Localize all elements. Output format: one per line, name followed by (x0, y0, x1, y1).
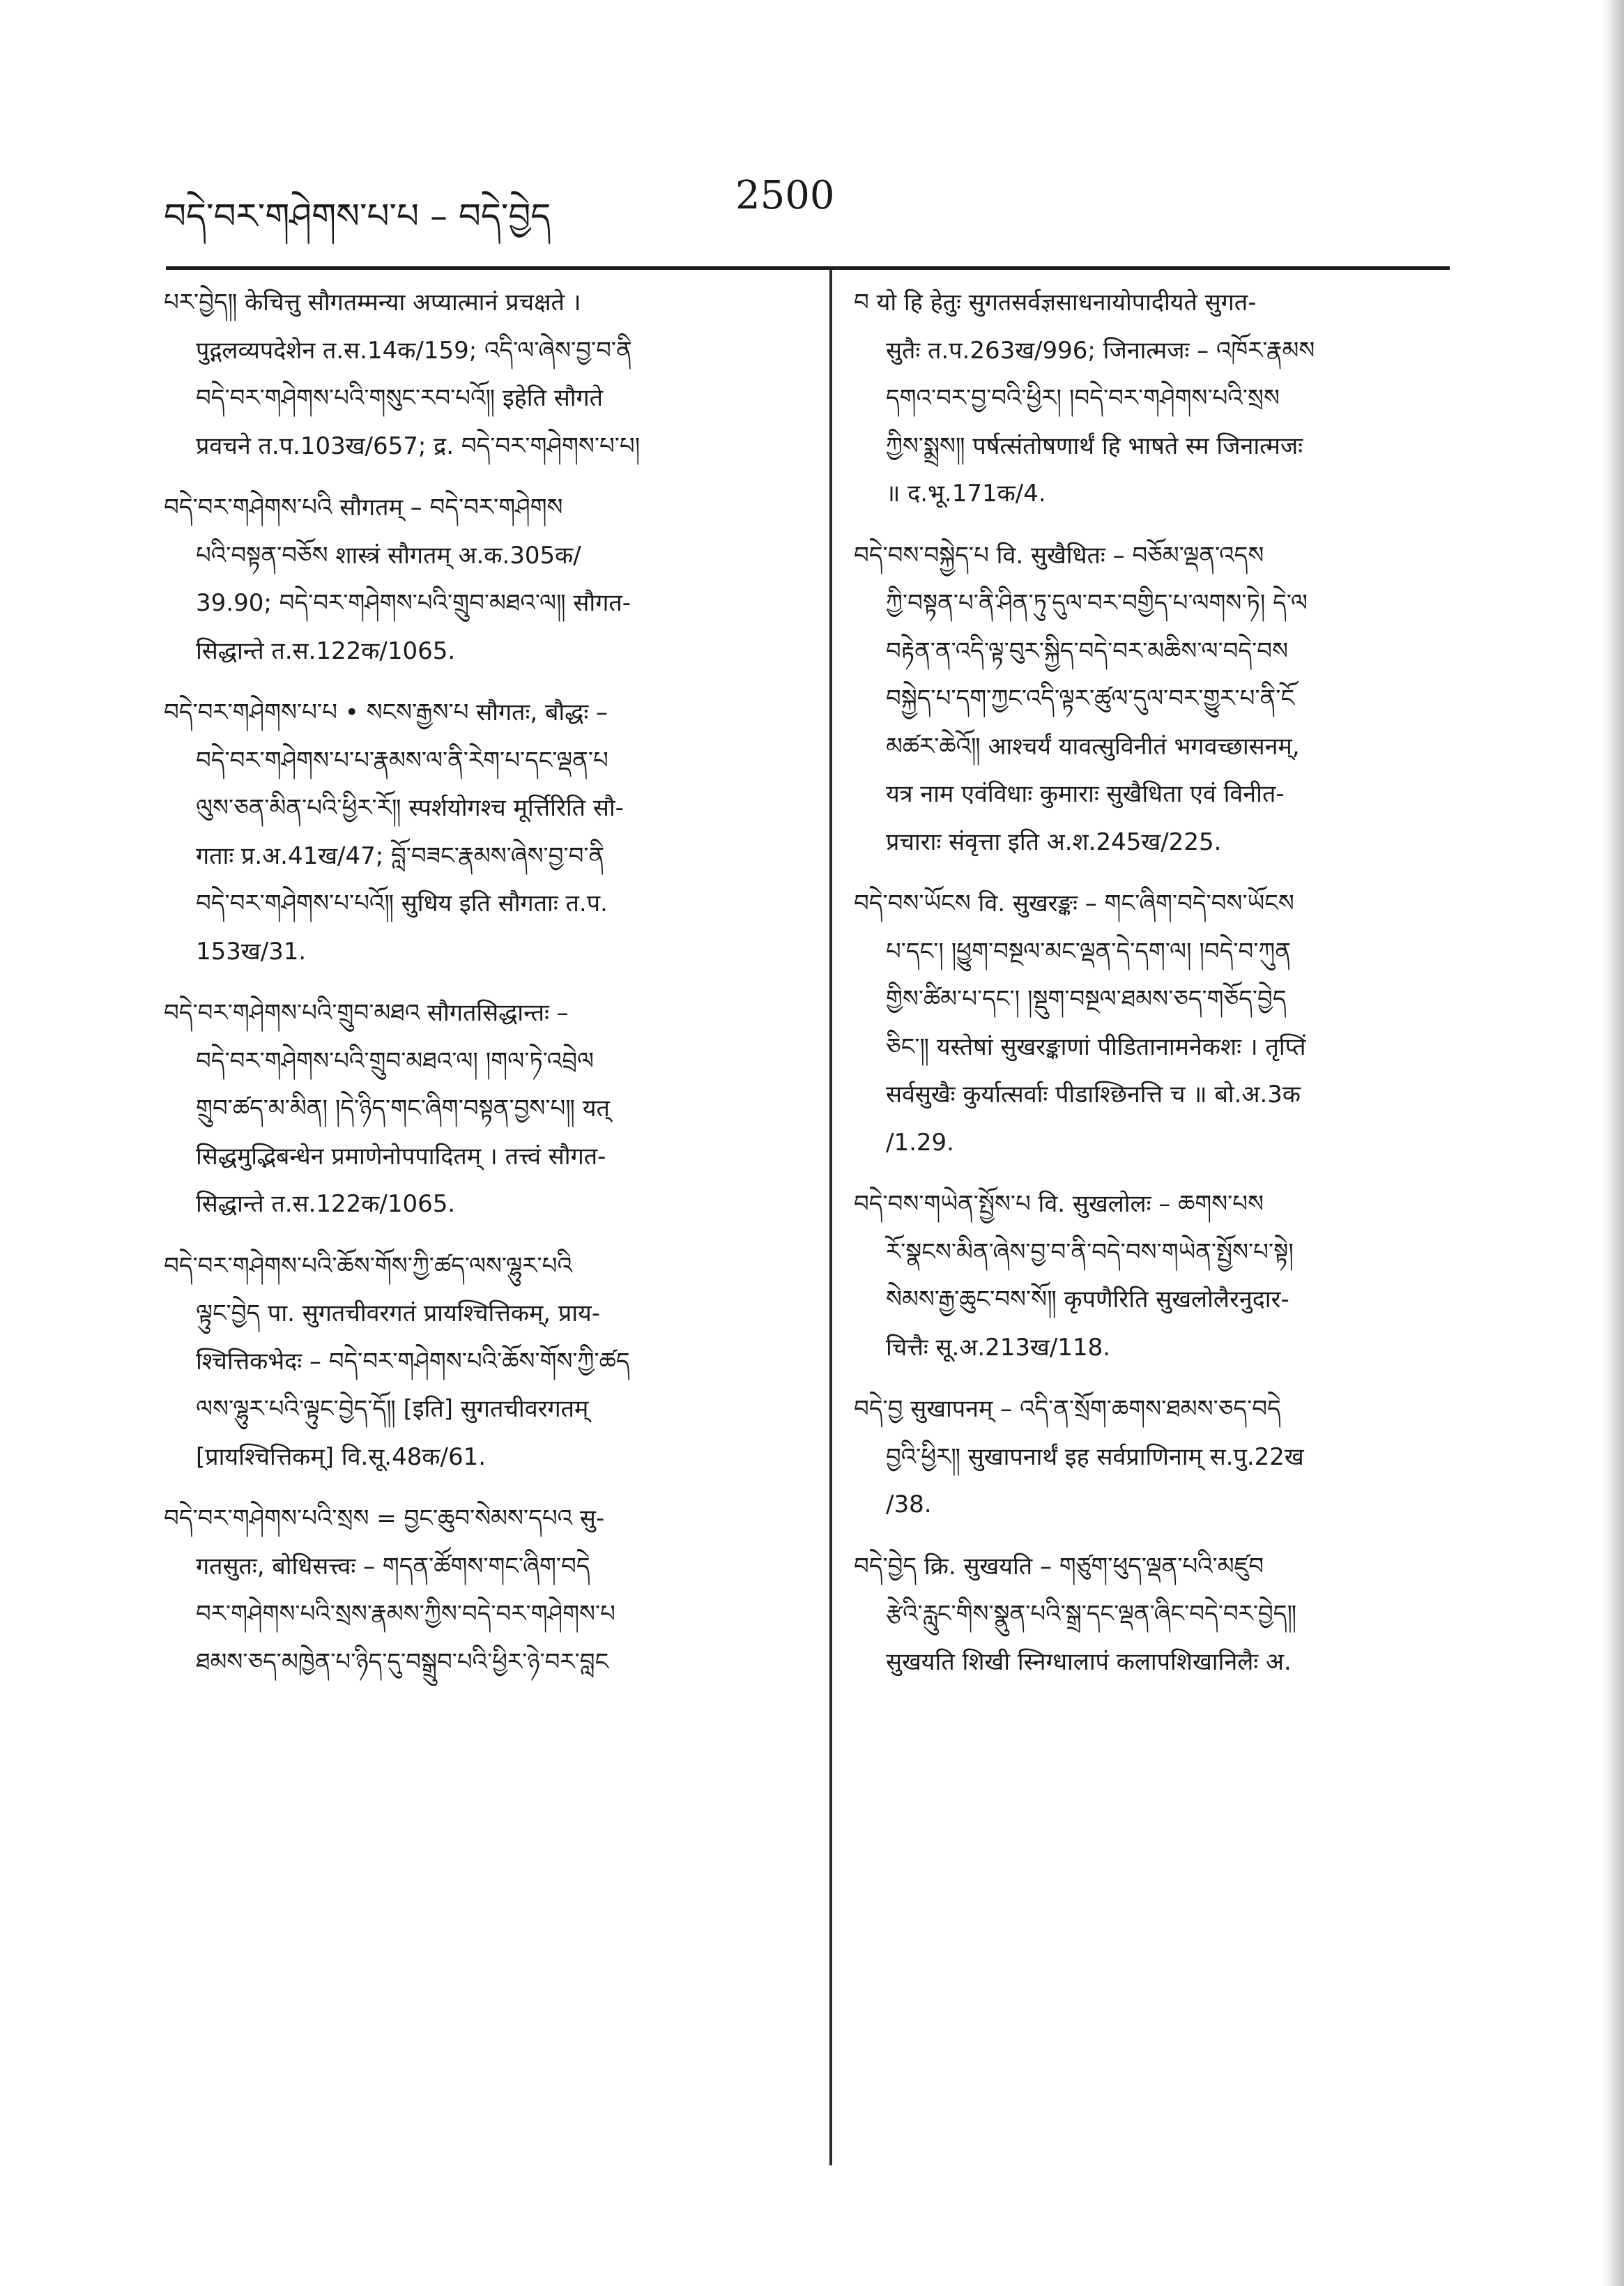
entry-text-line: བྱའི་ཕྱིར༎ सुखापनार्थं इह सर्वप्राणिनाम् स.पु.22ख (886, 1442, 1304, 1471)
scan-edge-shadow (1602, 0, 1624, 2286)
entry-text-line: 153ख/31. (196, 937, 307, 966)
entry-text-line: श्चित्तिकभेदः – བདེ་བར་གཤེགས་པའི་ཆོས་གོས་ཀྱི་ཚད (196, 1347, 630, 1376)
dictionary-entry (854, 1543, 1460, 1686)
dictionary-entry (854, 532, 1460, 867)
entry-text-line: རོ་སྣངས་མིན་ཞེས་བྱ་བ་ནི་བདེ་བས་གཡེན་སྤྱོས་པ་སྟེ། (886, 1237, 1294, 1266)
entry-headword-line: བདེ་བར་གཤེགས་པའི་གྲུབ་མཐའ सौगतसिद्धान्तः – (164, 999, 569, 1027)
page-number: 2500 (735, 173, 835, 218)
entry-headword-line: བ यो हि हेतुः सुगतसर्वज्ञसाधनायोपादीयते सुगत- (854, 289, 1257, 317)
entry-text-line: ཅིང་༎ यस्तेषां सुखरङ्काणां पीडितानामनेकशः । तृप्तिं (886, 1032, 1306, 1061)
dictionary-entry (164, 989, 798, 1228)
entry-text-line: གྱིས་ཚིམ་པ་དང་། །སྡུག་བསྔལ་ཐམས་ཅད་གཅོད་བྱེད (886, 985, 1287, 1013)
entry-text-line: བདེ་བར་གཤེགས་པའི་གསུང་རབ་པའོ༎ इहेति सौगते (196, 384, 604, 412)
entry-text-line: ལྟུང་བྱེད पा. सुगतचीवरगतं प्रायश्चित्तिकम्, प्राय- (196, 1300, 601, 1327)
dictionary-entry (854, 1180, 1460, 1371)
entry-headword-line: པར་བྱེད༎ केचित्तु सौगतम्मन्या अप्यात्मानं प्रचक्षते । (164, 289, 581, 317)
entry-text-line: པ་དང་། །ཕྱུག་བསྔལ་མང་ལྡན་དེ་དག་ལ། །བདེ་བ་ཀུན (886, 937, 1292, 966)
entry-text-line: 39.90; བདེ་བར་གཤེགས་པའི་གྲུབ་མཐའ་ལ༎ सौगत- (196, 589, 631, 617)
entry-text-line: བར་གཤེགས་པའི་སྲས་རྣམས་ཀྱིས་བདེ་བར་གཤེགས་པ (196, 1600, 615, 1628)
entry-headword-line: བདེ་བར་གཤེགས་པའི་སྲས = བྱང་ཆུབ་སེམས་དཔའ सु- (164, 1504, 605, 1532)
entry-text-line: ཐམས་ཅད་མཁྱེན་པ་ཉིད་དུ་བསྒྲུབ་པའི་ཕྱིར་ཉེ་བར་བླང (196, 1647, 609, 1676)
entry-text-line: ॥ द.भू.171क/4. (886, 480, 1046, 508)
entry-headword-line: བདེ་བྱེད क्रि. सुखयति – གཙུག་ཕུད་ལྡན་པའི་མཛུབ (854, 1552, 1264, 1580)
entry-text-line: पुद्गलव्यपदेशेन त.स.14क/159; འདི་ལ་ཞེས་བྱ་བ་ནི (196, 336, 632, 365)
header-rule (166, 266, 1450, 270)
entry-text-line: བདེ་བར་གཤེགས་པའི་གྲུབ་མཐའ་ལ། །གལ་ཏེ་འབྲེལ (196, 1046, 594, 1075)
entry-text-line: सिद्धमुद्भिबन्धेन प्रमाणेनोपपादितम् । तत्त्वं सौगत- (196, 1142, 606, 1171)
entry-text-line: /38. (886, 1491, 932, 1518)
dictionary-entry (854, 279, 1460, 518)
dictionary-entry (164, 1242, 798, 1481)
column-divider (829, 269, 832, 2165)
entry-text-line: सिद्धान्ते त.स.122क/1065. (196, 1190, 456, 1218)
dictionary-entry (854, 880, 1460, 1166)
entry-text-line: यत्र नाम एवंविधाः कुमाराः सुखैधिता एवं विनीत- (886, 780, 1285, 808)
entry-text-line: བདེ་བར་གཤེགས་པ་པ་རྣམས་ལ་ནི་རེག་པ་དང་ལྡན་པ (196, 746, 608, 775)
entry-text-line: सुखयति शिखी स्निग्धालापं कलापशिखानिलैः अ. (886, 1647, 1292, 1676)
entry-text-line: ཀྱི་བསྟན་པ་ནི་ཤིན་ཏུ་དུལ་བར་བགྱིད་པ་ལགས་ཏེ། དེ་ལ (886, 589, 1308, 617)
entry-text-line: सिद्धान्ते त.स.122क/1065. (196, 637, 456, 665)
entry-headword-line: བདེ་བས་གཡེན་སྤྱོས་པ वि. सुखलोलः – ཆགས་པས (854, 1190, 1264, 1218)
dictionary-entry (854, 1385, 1460, 1529)
entry-headword-line: བདེ་བར་གཤེགས་པའི सौगतम् – བདེ་བར་གཤེགས (164, 494, 563, 521)
entry-text-line: सर्वसुखैः कुर्यात्सर्वाः पीडाश्छिनत्ति च ॥ बो.अ.3क (886, 1081, 1301, 1108)
entry-text-line: [प्रायश्चित्तिकम्] वि.सू.48क/61. (196, 1442, 487, 1471)
entry-text-line: ཀྱིས་སྨྲས༎ पर्षत्संतोषणार्थं हि भाषते स्म जिनात्मजः (886, 432, 1303, 460)
entry-text-line: ལུས་ཅན་མིན་པའི་ཕྱིར་རོ༎ स्पर्शयोगश्च मूर्त्तिरिति सौ- (196, 794, 624, 822)
entry-text-line: བདེ་བར་གཤེགས་པ་པའོ༎ सुधिय इति सौगताः त.प. (196, 890, 608, 917)
entry-text-line: མཚར་ཆེའོ༎ आश्चर्यं यावत्सुविनीतं भगवच्छासनम्, (886, 732, 1300, 761)
running-head: བདེ་བར་གཤེགས་པ་པ – བདེ་བྱེད (164, 196, 551, 236)
entry-text-line: /1.29. (886, 1128, 954, 1157)
entry-headword-line: བདེ་བར་གཤེགས་པ་པ • སངས་རྒྱས་པ सौगतः, बौद्धः – (164, 699, 608, 726)
entry-text-line: प्रवचने त.प.103ख/657; द्र. བདེ་བར་གཤེགས་པ་པ། (196, 432, 641, 460)
right-column (854, 279, 1460, 1700)
entry-headword-line: བདེ་བྱ सुखापनम् – འདི་ན་སྲོག་ཆགས་ཐམས་ཅད་བདེ (854, 1395, 1281, 1423)
entry-text-line: गतसुतः, बोधिसत्त्वः – གདན་ཚོགས་གང་ཞིག་བདེ (196, 1552, 590, 1580)
dictionary-entry (164, 279, 798, 470)
dictionary-entry (164, 1495, 798, 1686)
entry-text-line: गताः प्र.अ.41ख/47; བློ་བཟང་རྣམས་ཞེས་བྱ་བ་ནི (196, 841, 605, 870)
entry-text-line: དགའ་བར་བྱ་བའི་ཕྱིར། །བདེ་བར་གཤེགས་པའི་སྲས (886, 384, 1280, 412)
entry-headword-line: བདེ་བས་བསྐྱེད་པ वि. सुखैधितः – བཅོམ་ལྡན་འདས (854, 541, 1264, 570)
entry-text-line: གྲུབ་ཚད་མ་མིན། །དེ་ཉིད་གང་ཞིག་བསྟན་བྱས་པ༎ यत् (196, 1095, 610, 1122)
dictionary-entry (164, 689, 798, 975)
entry-text-line: བསྐྱེད་པ་དག་ཀྱང་འདི་ལྟར་ཚུལ་དུལ་བར་གྱུར་པ་ནི་ངོ (886, 685, 1295, 713)
left-column (164, 279, 798, 1700)
entry-text-line: सुतैः त.प.263ख/996; जिनात्मजः – འཁོར་རྣམས (886, 336, 1315, 365)
entry-text-line: चित्तैः सू.अ.213ख/118. (886, 1333, 1111, 1362)
dictionary-entry (164, 484, 798, 675)
entry-headword-line: བདེ་བས་ཡོངས वि. सुखरङ्कः – གང་ཞིག་བདེ་བས་ཡོངས (854, 890, 1294, 917)
entry-text-line: པའི་བསྟན་བཅོས शास्त्रं सौगतम् अ.क.305क/ (196, 541, 581, 570)
entry-text-line: प्रचाराः संवृत्ता इति अ.श.245ख/225. (886, 828, 1222, 856)
entry-text-line: སེམས་རྒྱ་ཆུང་བས་སོ༎ कृपणैरिति सुखलोलैरनुदार- (886, 1286, 1289, 1313)
entry-headword-line: བདེ་བར་གཤེགས་པའི་ཆོས་གོས་ཀྱི་ཚད་ལས་ལྷུར་པའི (164, 1251, 572, 1280)
entry-text-line: ལས་ལྷུར་པའི་ལྟུང་བྱེད་དོ༎ [इति] सुगतचीवरगतम् (196, 1395, 589, 1423)
entry-text-line: བརྟེན་ན་འདི་ལྟ་བུར་སྐྱིད་བདེ་བར་མཆིས་ལ་བདེ་བས (886, 637, 1289, 665)
entry-text-line: རྩེའི་རླུང་གིས་སྣུན་པའི་སྒྲ་དང་ལྡན་ཞིང་བདེ་བར་བྱེད༎ (886, 1600, 1297, 1628)
